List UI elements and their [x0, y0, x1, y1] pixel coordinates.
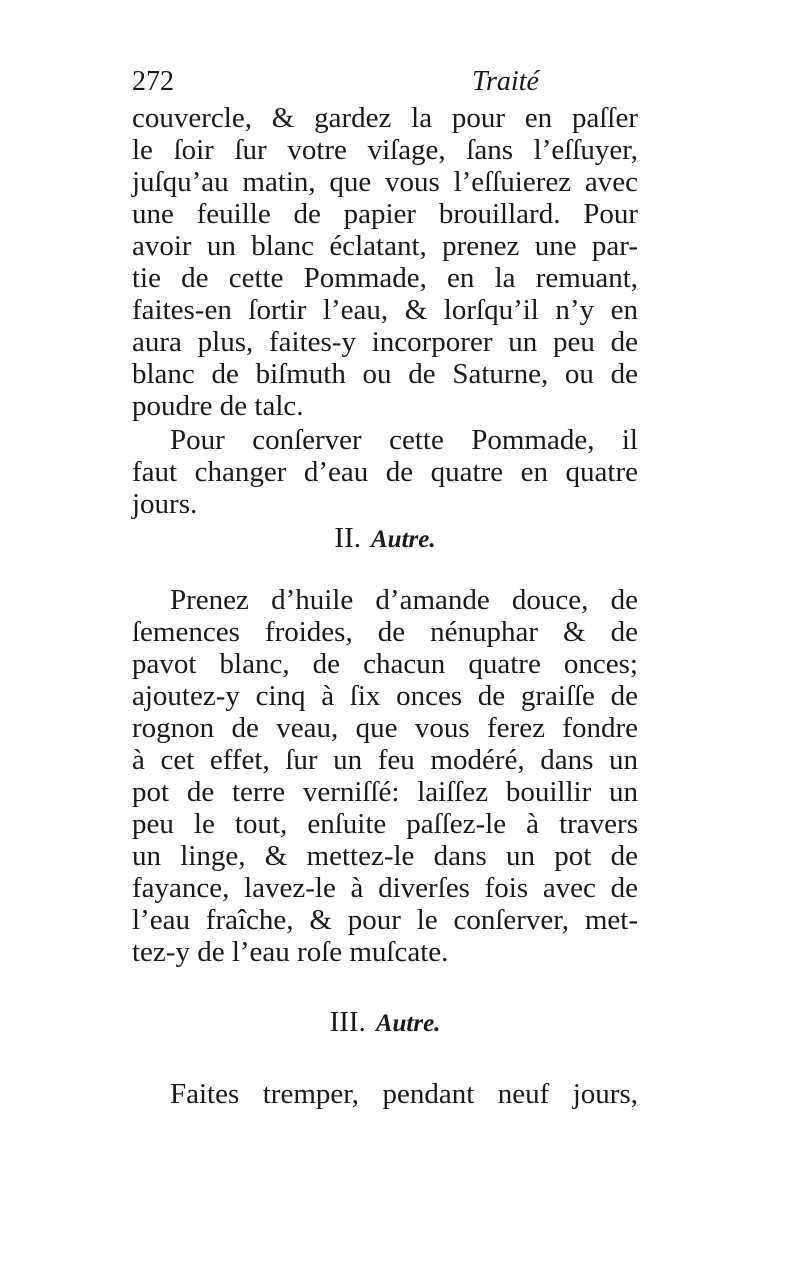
text-line: ſemences froides, de nénuphar & de [132, 616, 638, 648]
section-heading [132, 1006, 638, 1040]
text-line: blanc de biſmuth ou de Saturne, ou de [132, 358, 638, 390]
text-line: rognon de veau, que vous ferez fondre [132, 712, 638, 744]
heading-numeral: II. [334, 522, 361, 554]
text-line: aura plus, faites-y incorporer un peu de [132, 326, 638, 358]
text-line: Pour conſerver cette Pommade, il [170, 424, 638, 456]
text-line: Prenez d’huile d’amande douce, de [170, 584, 638, 616]
section-heading [132, 522, 638, 556]
text-line: avoir un blanc éclatant, prenez une par- [132, 230, 638, 262]
text-line: jours. [132, 488, 198, 520]
text-line: pot de terre verniſſé: laiſſez bouillir un [132, 776, 638, 808]
text-line: poudre de talc. [132, 390, 304, 422]
text-line: l’eau fraîche, & pour le conſerver, met- [132, 904, 638, 936]
page-header [132, 66, 638, 98]
text-line: fayance, lavez-le à diverſes fois avec de [132, 872, 638, 904]
text-line: ajoutez-y cinq à ſix onces de graiſſe de [132, 680, 638, 712]
text-line: à cet effet, ſur un feu modéré, dans un [132, 744, 638, 776]
running-title: Traité [472, 66, 539, 97]
text-line: un linge, & mettez-le dans un pot de [132, 840, 638, 872]
text-line: juſqu’au matin, que vous l’eſſuierez avec [132, 166, 638, 198]
heading-title: Autre. [370, 526, 436, 553]
text-line: couvercle, & gardez la pour en paſſer [132, 102, 638, 134]
text-line: le ſoir ſur votre viſage, ſans l’eſſuyer, [132, 134, 638, 166]
text-line: peu le tout, enſuite paſſez-le à travers [132, 808, 638, 840]
heading-title: Autre. [375, 1010, 441, 1037]
text-line: Faites tremper, pendant neuf jours, [170, 1078, 638, 1110]
heading-numeral: III. [329, 1006, 366, 1038]
page-number: 272 [132, 66, 174, 97]
text-line: pavot blanc, de chacun quatre onces; [132, 648, 638, 680]
text-line: tez-y de l’eau roſe muſcate. [132, 936, 449, 968]
text-line: une feuille de papier brouillard. Pour [132, 198, 638, 230]
text-line: faut changer d’eau de quatre en quatre [132, 456, 638, 488]
text-line: tie de cette Pommade, en la remuant, [132, 262, 638, 294]
text-line: faites-en ſortir l’eau, & lorſqu’il n’y en [132, 294, 638, 326]
